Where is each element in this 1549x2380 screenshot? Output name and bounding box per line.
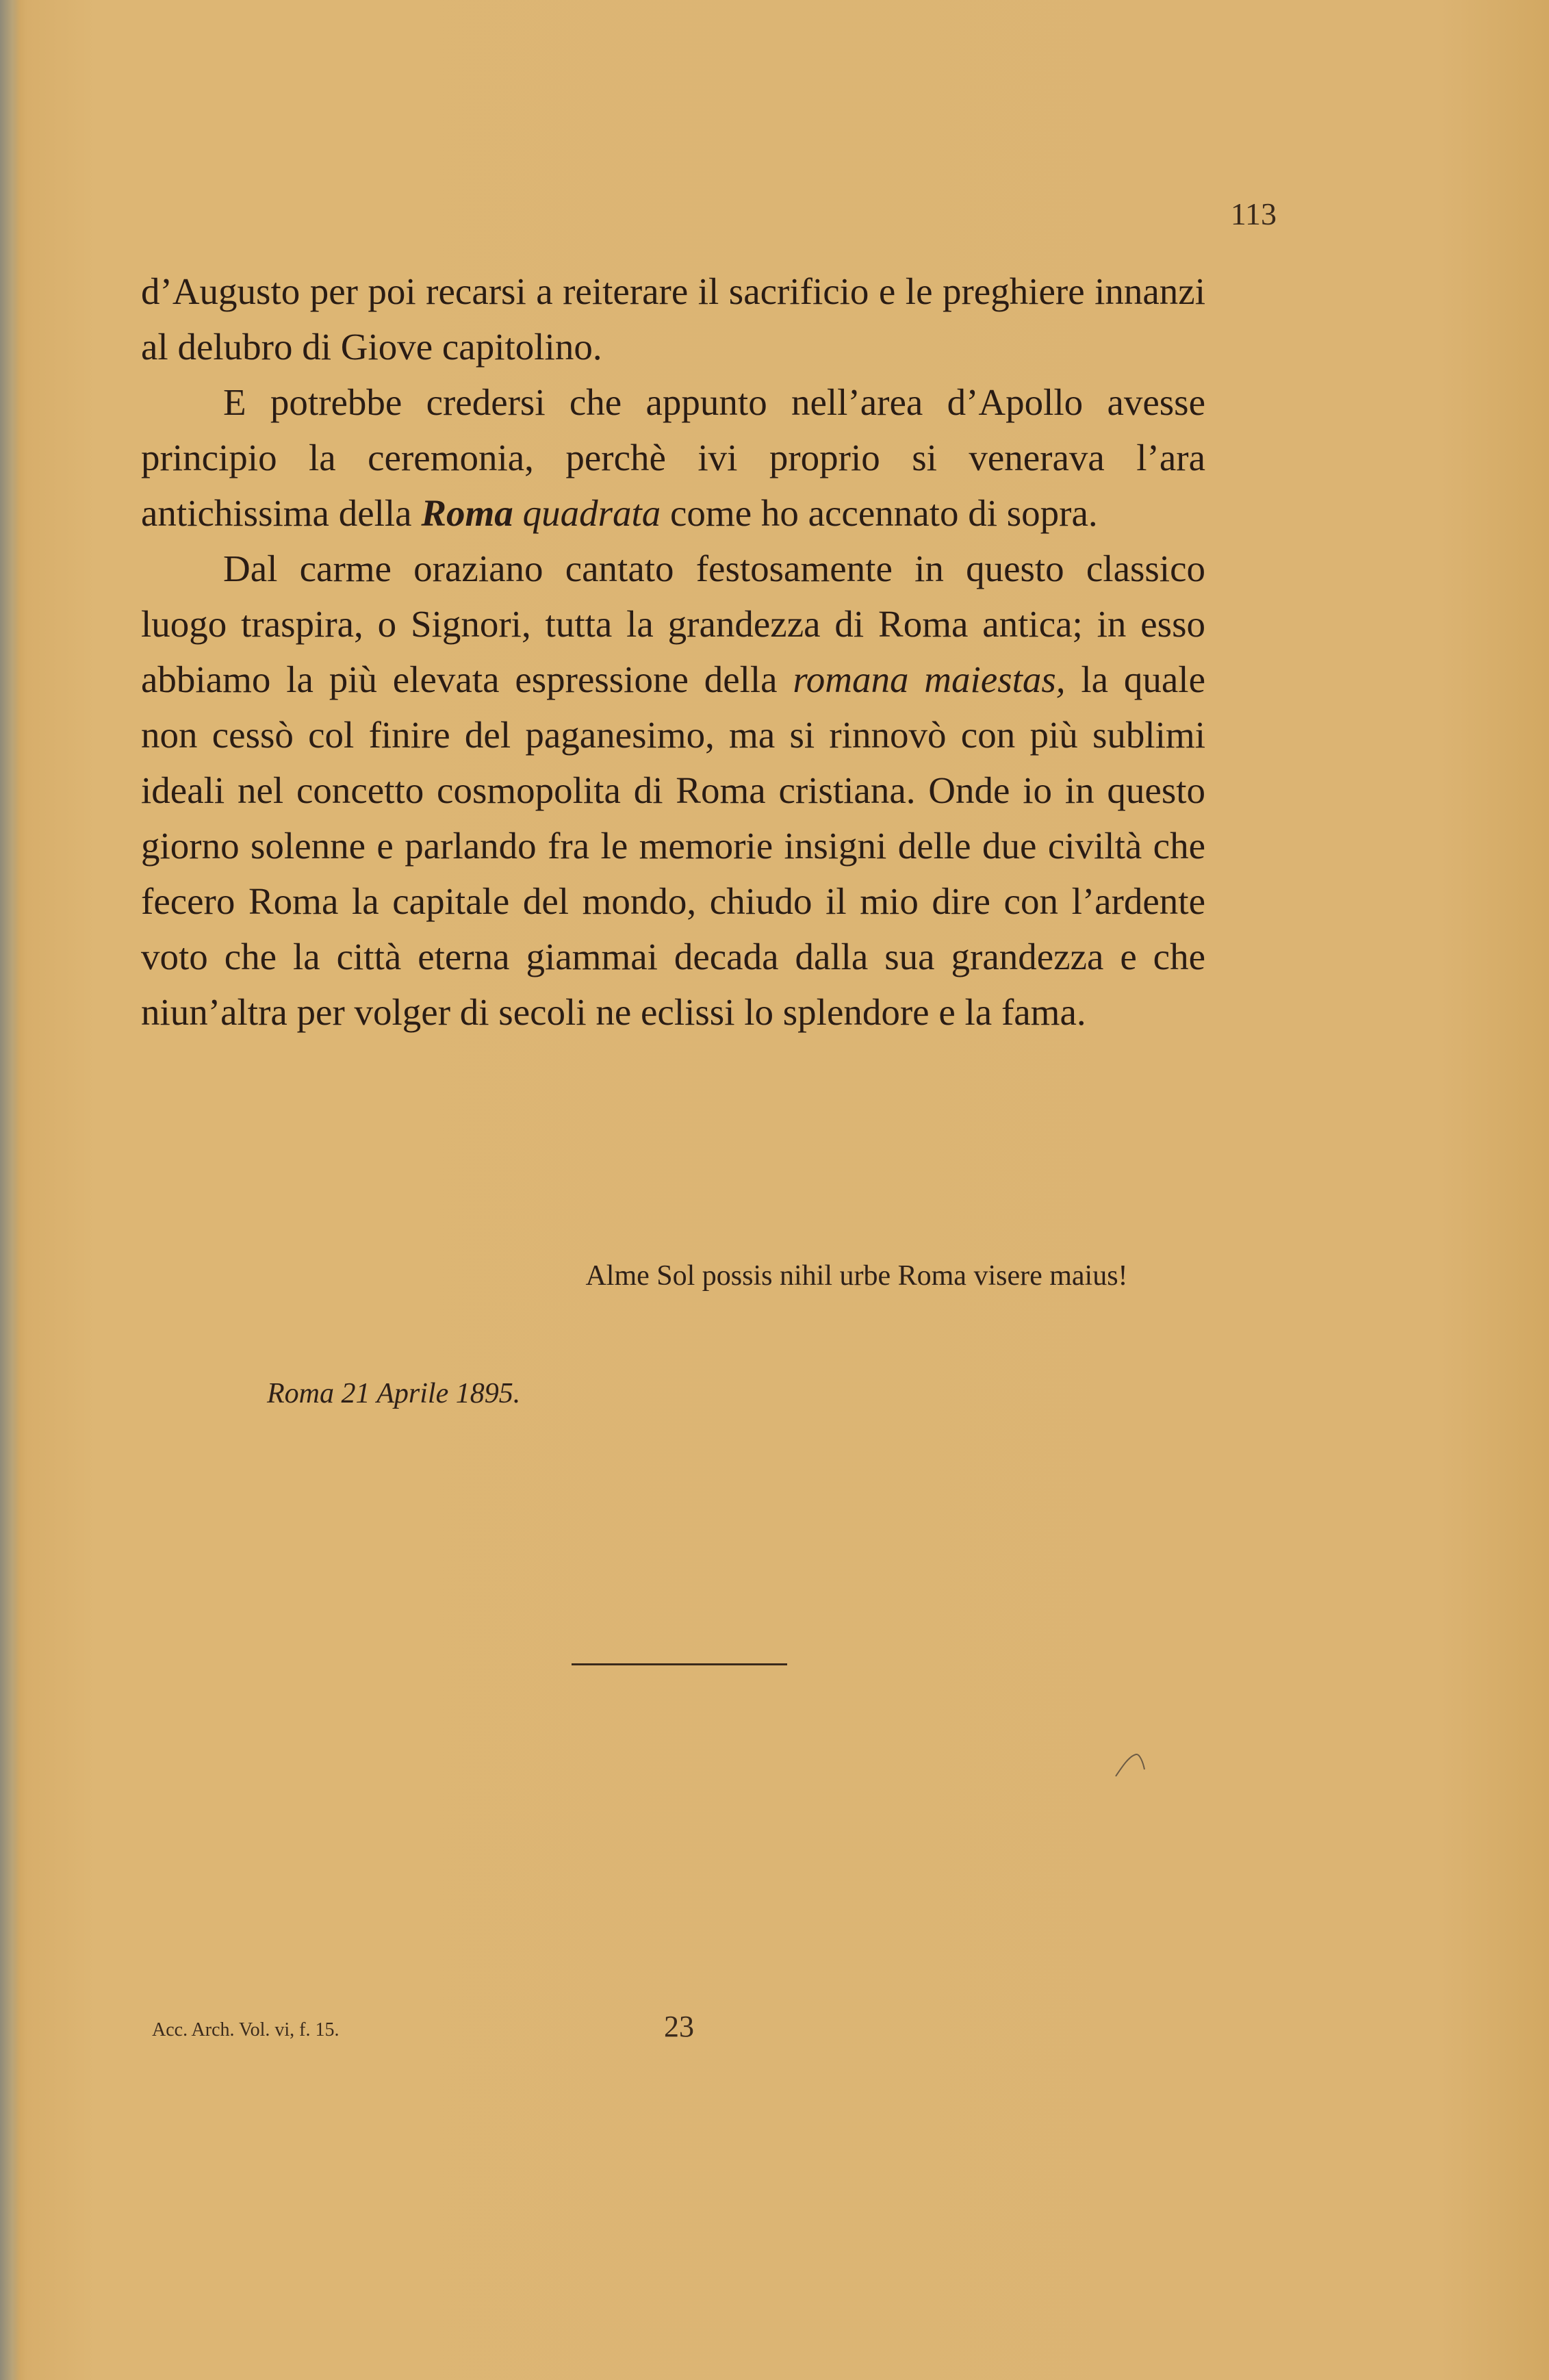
page-binding-edge xyxy=(0,0,21,2380)
closing-motto-text: Alme Sol possis nihil urbe Roma visere maius! xyxy=(585,1260,1128,1292)
body-paragraph xyxy=(141,541,1205,1040)
section-rule xyxy=(572,1663,787,1665)
body-paragraph xyxy=(141,264,1205,374)
page-number: 113 xyxy=(1230,196,1277,231)
volume-note: Acc. Arch. Vol. vi, f. 15. xyxy=(152,2019,340,2040)
paragraph-text: E potrebbe credersi che appunto nell’area d’Apollo avesse principio la ceremonia, perchè ivi proprio si venerava l’ara antichissima della xyxy=(141,381,1205,534)
emphasized-text: Roma xyxy=(421,492,513,534)
emphasized-text: quadrata xyxy=(522,492,661,534)
signature-mark: 23 xyxy=(664,2010,694,2043)
paragraph-text: Dal carme oraziano cantato festosamente in questo classico luogo traspira, o Signori, tutta la grandezza di Roma antica; in esso abbiamo la più elevata espressione della xyxy=(141,548,1205,700)
ink-mark-icon xyxy=(1112,1749,1147,1783)
body-text xyxy=(141,264,1205,1040)
closing-motto xyxy=(0,1259,1549,1292)
paragraph-text: d’Augusto per poi recarsi a reiterare il sacrificio e le preghiere innanzi al delubro di Giove capitolino. xyxy=(141,270,1205,368)
paragraph-text: come ho accennato di sopra. xyxy=(661,492,1098,534)
dateline: Roma 21 Aprile 1895. xyxy=(267,1378,521,1409)
emphasized-text: romana maiestas, xyxy=(793,658,1066,700)
paragraph-text: la quale non cessò col finire del paganesimo, ma si rinnovò con più sublimi ideali nel concetto cosmopolita di Roma cristiana. Onde io in questo giorno solenne e parlando fra le memorie insigni delle due civiltà che fecero Roma la capitale del mondo, chiudo il mio dire con l’ardente voto che la città eterna giammai decada dalla sua grandezza e che niun’altra per volger di secoli ne eclissi lo splendore e la fama. xyxy=(141,658,1205,1033)
paragraph-text xyxy=(513,492,523,534)
body-paragraph xyxy=(141,374,1205,541)
